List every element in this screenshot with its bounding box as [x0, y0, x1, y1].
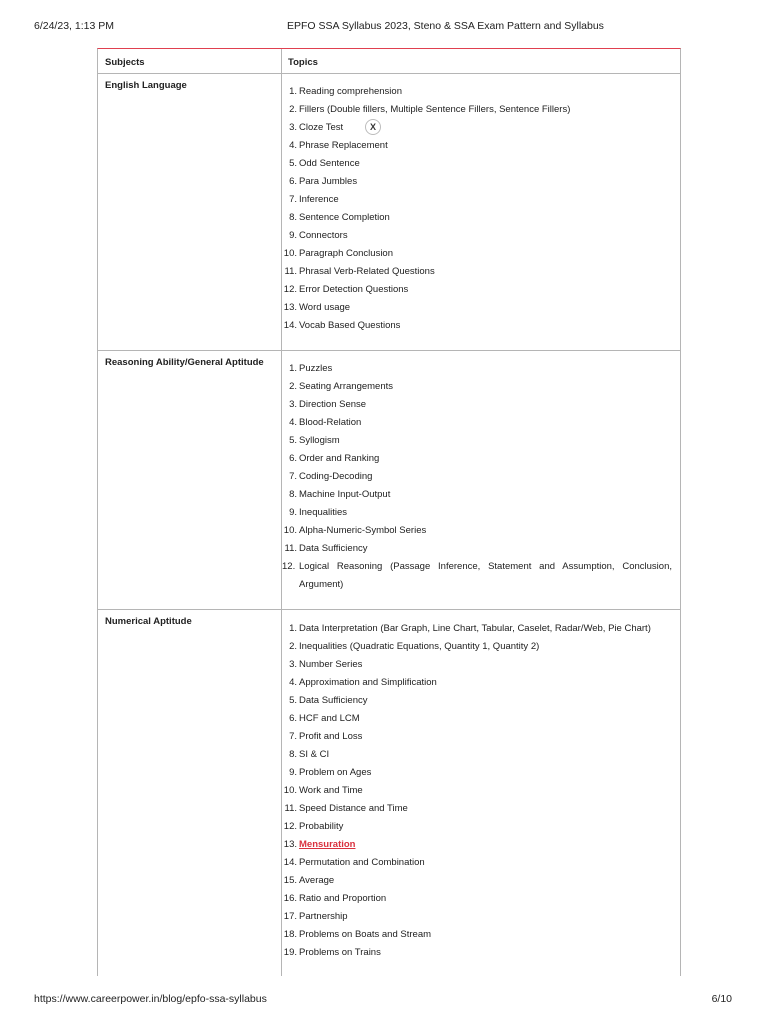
- print-url: https://www.careerpower.in/blog/epfo-ssa-syllabus: [34, 993, 267, 1005]
- list-item: 12. Error Detection Questions: [283, 284, 409, 295]
- list-item: 19. Problems on Trains: [283, 947, 381, 958]
- list-item: 12. Probability: [283, 821, 344, 832]
- list-item: 14. Vocab Based Questions: [283, 320, 401, 331]
- header-subjects: Subjects: [105, 57, 145, 68]
- list-item: 8. Machine Input-Output: [289, 489, 391, 500]
- list-item: 12. Logical Reasoning (Passage Inference, Statement and Assumption, Conclusion, Argument): [282, 561, 672, 590]
- list-item: 5. Data Sufficiency: [289, 695, 368, 706]
- list-item: 18. Problems on Boats and Stream: [283, 929, 432, 940]
- list-item: 5. Odd Sentence: [289, 158, 360, 169]
- list-item: 6. Order and Ranking: [289, 453, 380, 464]
- list-item: 9. Problem on Ages: [289, 767, 372, 778]
- list-item: 2. Inequalities (Quadratic Equations, Quantity 1, Quantity 2): [289, 641, 540, 652]
- list-item: 3. Number Series: [289, 659, 363, 670]
- list-item: 6. Para Jumbles: [289, 176, 358, 187]
- close-icon: X: [369, 122, 376, 132]
- list-item: 4. Approximation and Simplification: [289, 677, 437, 688]
- subject-english-language: English Language: [105, 80, 187, 91]
- list-item: 3. Cloze Test: [289, 122, 344, 133]
- subject-numerical-aptitude: Numerical Aptitude: [105, 616, 192, 627]
- list-item: 10. Paragraph Conclusion: [283, 248, 394, 259]
- header-row-divider: [98, 73, 680, 74]
- topic-list-reasoning: [282, 360, 672, 594]
- list-item: 4. Blood-Relation: [289, 417, 362, 428]
- list-item: 11. Phrasal Verb-Related Questions: [284, 266, 435, 277]
- list-item: 1. Puzzles: [289, 363, 333, 374]
- list-item: 15. Average: [283, 875, 335, 886]
- row-divider-reasoning: [98, 609, 680, 610]
- list-item: 13. Mensuration: [283, 839, 356, 850]
- list-item: 8. Sentence Completion: [289, 212, 390, 223]
- list-item: 13. Word usage: [283, 302, 351, 313]
- print-page-number: 6/10: [711, 993, 732, 1005]
- list-item: 4. Phrase Replacement: [289, 140, 388, 151]
- list-item: 1. Data Interpretation (Bar Graph, Line Chart, Tabular, Caselet, Radar/Web, Pie Chart): [289, 623, 651, 634]
- list-item: 9. Connectors: [289, 230, 348, 241]
- list-item: 7. Profit and Loss: [289, 731, 363, 742]
- mensuration-link[interactable]: Mensuration: [299, 839, 356, 850]
- list-item: 11. Data Sufficiency: [284, 543, 368, 554]
- list-item: 3. Direction Sense: [289, 399, 367, 410]
- header-topics: Topics: [288, 57, 318, 68]
- list-item: 10. Alpha-Numeric-Symbol Series: [283, 525, 427, 536]
- list-item: 17. Partnership: [283, 911, 348, 922]
- list-item: 14. Permutation and Combination: [283, 857, 425, 868]
- list-item: 10. Work and Time: [283, 785, 363, 796]
- list-item: 1. Reading comprehension: [289, 86, 402, 97]
- list-item: 2. Fillers (Double fillers, Multiple Sentence Fillers, Sentence Fillers): [289, 104, 571, 115]
- row-divider-english: [98, 350, 680, 351]
- close-button[interactable]: [365, 119, 381, 135]
- topic-list-numerical: [282, 620, 672, 962]
- list-item: 7. Inference: [289, 194, 339, 205]
- list-item: 6. HCF and LCM: [289, 713, 360, 724]
- print-datetime: 6/24/23, 1:13 PM: [34, 20, 114, 32]
- print-page-title: EPFO SSA Syllabus 2023, Steno & SSA Exam Pattern and Syllabus: [287, 20, 604, 32]
- list-item: 16. Ratio and Proportion: [283, 893, 387, 904]
- list-item: 7. Coding-Decoding: [289, 471, 373, 482]
- syllabus-table: [97, 48, 681, 976]
- list-item: 8. SI & CI: [289, 749, 330, 760]
- list-item: 2. Seating Arrangements: [289, 381, 394, 392]
- list-item: 5. Syllogism: [289, 435, 340, 446]
- list-item: 9. Inequalities: [289, 507, 348, 518]
- subject-reasoning-ability: Reasoning Ability/General Aptitude: [105, 357, 264, 368]
- topic-list-english: [282, 83, 672, 335]
- list-item: 11. Speed Distance and Time: [284, 803, 408, 814]
